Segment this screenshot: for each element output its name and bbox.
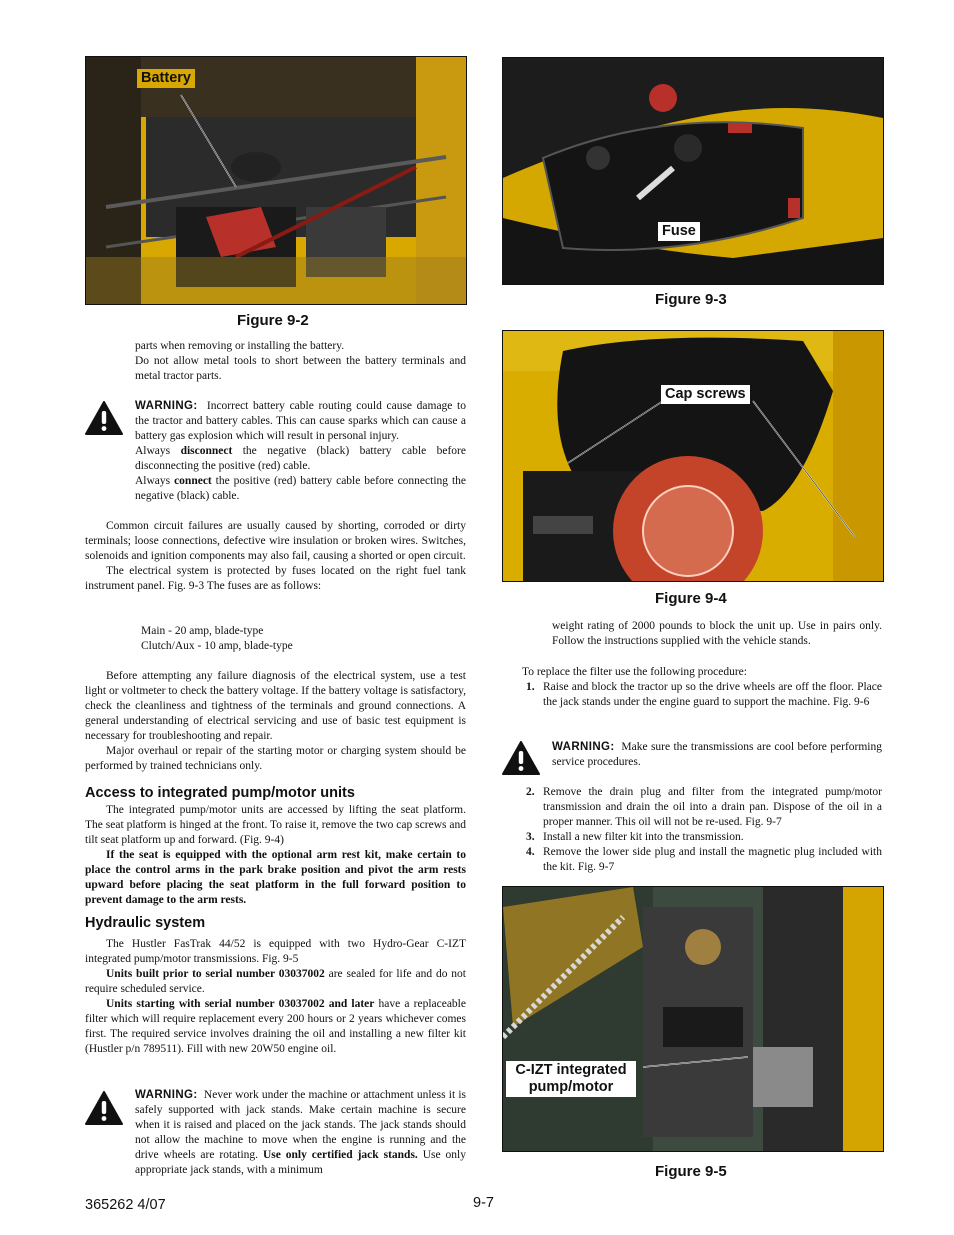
warning-label: WARNING: <box>135 1089 198 1101</box>
paragraph: Major overhaul or repair of the starting motor or charging system should be performed by trained technicians only. <box>85 745 466 772</box>
step-text: Install a new filter kit into the transmission. <box>543 831 744 843</box>
warning-transmissions-cool <box>552 740 882 770</box>
warning-icon <box>85 401 123 440</box>
warning-emphasis: disconnect <box>180 445 233 457</box>
heading-hydraulic: Hydraulic system <box>85 915 206 931</box>
warning-text: Always <box>135 445 181 457</box>
paragraph: have a replaceable filter which will require replacement every 200 hours or 2 years whichever comes first. The required service involves draining the oil and installing a new filter kit (Hustler p/n 789511). Fill with new 20W50 engine oil. <box>85 998 466 1055</box>
paragraph: weight rating of 2000 pounds to block the unit up. Use in pairs only. Follow the instructions supplied with the vehicle stands. <box>552 620 882 647</box>
figure-9-2-caption: Figure 9-2 <box>237 312 309 329</box>
circuit-failures-section <box>85 519 466 594</box>
warning-icon <box>502 741 540 780</box>
paragraph: The Hustler FasTrak 44/52 is equipped with two Hydro-Gear C-IZT integrated pump/motor transmissions. Fig. 9-5 <box>85 938 466 965</box>
warning-text: Make sure the transmissions are cool before performing service procedures. <box>552 741 882 768</box>
paragraph: Common circuit failures are usually caused by shorting, corroded or dirty terminals; loose connections, defective wire insulation or broken wires. Switches, solenoids and ignition components may also fail, causing a shorted or open circuit. <box>85 520 466 562</box>
document-number: 365262 4/07 <box>85 1197 166 1213</box>
paragraph: Do not allow metal tools to short between the battery terminals and metal tractor parts. <box>135 355 466 382</box>
warning-emphasis: Use only certified jack stands. <box>262 1149 418 1161</box>
warning-emphasis: connect <box>174 475 212 487</box>
diagnosis-section <box>85 669 466 774</box>
figure-9-4-caption: Figure 9-4 <box>655 590 727 607</box>
hydraulic-section <box>85 937 466 1057</box>
procedure-step-1 <box>522 680 882 710</box>
list-item: Main - 20 amp, blade-type <box>141 625 264 637</box>
warning-text: Always <box>135 475 175 487</box>
warning-text: Never work under the machine or attachment unless it is safely supported with jack stands. Make certain machine is secure when it is raised and placed on the jack stands. The jack stands should not allow the machine to move when the engine is running and the drive wheels are rotating. <box>135 1089 466 1161</box>
step-text: Raise and block the tractor up so the drive wheels are off the floor. Place the jack stands under the engine guard to support the machine. Fig. 9-6 <box>543 681 882 708</box>
emphasis: Units built prior to serial number 03037002 <box>106 968 325 980</box>
warning-jack-stands <box>135 1088 466 1178</box>
battery-continued-text <box>135 339 466 384</box>
battery-label: Battery <box>137 69 195 88</box>
warning-text: the negative (black) battery cable before disconnecting the positive (red) cable. <box>135 445 466 472</box>
paragraph: parts when removing or installing the battery. <box>135 340 345 352</box>
warning-label: WARNING: <box>135 400 198 412</box>
c-izt-label-line2: pump/motor <box>528 1079 614 1095</box>
warning-text: the positive (red) battery cable before connecting the negative (black) cable. <box>135 475 466 502</box>
figure-9-5-caption: Figure 9-5 <box>655 1163 727 1180</box>
warning-text: Incorrect battery cable routing could cause damage to the tractor and battery cables. This can cause sparks which can cause a battery gas explosion which will result in personal injury. <box>135 400 466 442</box>
access-section <box>85 803 466 908</box>
paragraph: Before attempting any failure diagnosis of the electrical system, use a test light or voltmeter to check the battery voltage. If the battery voltage is satisfactory, check the cleanliness and tightness of the terminals and ground connections. A general understanding of electrical servicing and use of basic test equipment is necessary for troubleshooting and repair. <box>85 670 466 742</box>
step-text: Remove the drain plug and filter from the integrated pump/motor transmission and drain the oil into a drain pan. Dispose of the oil in a proper manner. This oil will not be re-used. Fig. 9-7 <box>543 786 882 828</box>
list-item: Clutch/Aux - 10 amp, blade-type <box>141 640 293 652</box>
paragraph: The electrical system is protected by fuses located on the right fuel tank instrument panel. Fig. 9-3 The fuses are as follows: <box>85 565 466 592</box>
filter-procedure-intro <box>522 665 882 680</box>
cap-screws-label: Cap screws <box>661 385 750 404</box>
c-izt-label <box>506 1061 636 1097</box>
fuse-list <box>141 624 461 654</box>
step-number: 3. <box>526 831 535 843</box>
warning-icon <box>85 1091 123 1130</box>
figure-9-3-caption: Figure 9-3 <box>655 291 727 308</box>
c-izt-label-line1: C-IZT integrated <box>515 1062 627 1078</box>
figure-9-5-photo <box>502 886 884 1152</box>
figure-9-4-photo <box>502 330 884 582</box>
procedure-steps-2-4 <box>522 785 882 875</box>
warning-text: Use only appropriate jack stands, with a minimum <box>135 1149 466 1176</box>
step-number: 1. <box>526 681 535 693</box>
page-number: 9-7 <box>473 1195 494 1211</box>
warning-label: WARNING: <box>552 741 615 753</box>
paragraph: To replace the filter use the following procedure: <box>522 666 747 678</box>
paragraph: are sealed for life and do not require scheduled service. <box>85 968 466 995</box>
paragraph: The integrated pump/motor units are accessed by lifting the seat platform. The seat platform is hinged at the front. To raise it, remove the two cap screws and tilt seat platform up and forward. (Fig. 9-4) <box>85 804 466 846</box>
paragraph-bold: If the seat is equipped with the optional arm rest kit, make certain to place the control arms in the park brake position and pivot the arm rests upward before placing the seat platform in the full forward position to prevent damage to the arm rests. <box>85 849 466 906</box>
emphasis: Units starting with serial number 03037002 and later <box>106 998 375 1010</box>
step-text: Remove the lower side plug and install the magnetic plug included with the kit. Fig. 9-7 <box>543 846 882 873</box>
heading-access: Access to integrated pump/motor units <box>85 785 355 801</box>
fuse-label: Fuse <box>658 222 700 241</box>
figure-9-2-photo <box>85 56 467 305</box>
step-number: 4. <box>526 846 535 858</box>
figure-9-3-photo <box>502 57 884 285</box>
step-number: 2. <box>526 786 535 798</box>
jack-stand-continued <box>552 619 882 649</box>
warning-battery-cables <box>135 399 466 504</box>
